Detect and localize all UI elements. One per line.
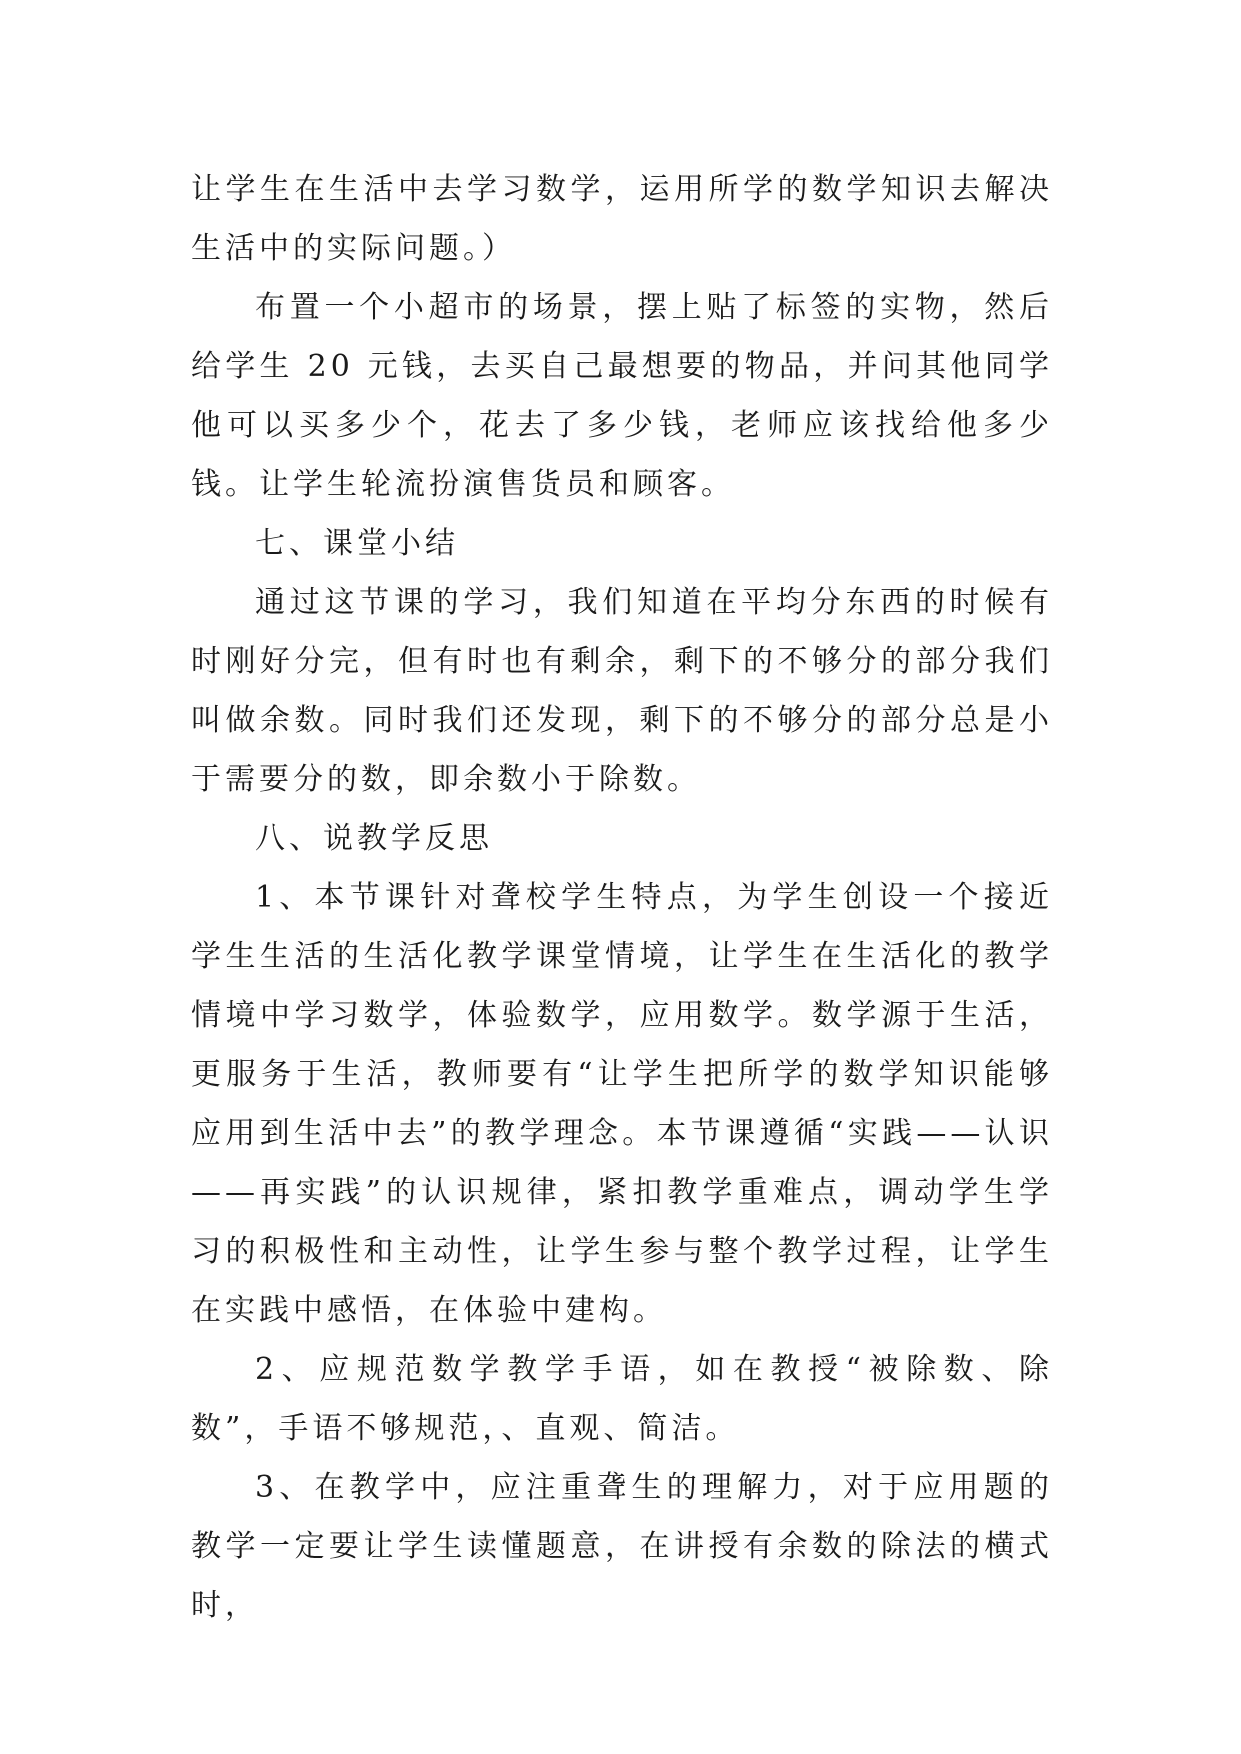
paragraph-reflection-2: 2、应规范数学教学手语，如在教授“被除数、除数”，手语不够规范，、直观、简洁。 xyxy=(191,1352,1053,1446)
paragraph-supermarket-activity: 布置一个小超市的场景，摆上贴了标签的实物，然后给学生 20 元钱，去买自己最想要的物品，并问其他同学他可以买多少个，花去了多少钱，老师应该找给他多少钱。让学生轮流扮演售货员和顾客。 xyxy=(191,290,1053,502)
paragraph-reflection-1: 1、本节课针对聋校学生特点，为学生创设一个接近学生生活的生活化教学课堂情境，让学生在生活化的教学情境中学习数学，体验数学，应用数学。数学源于生活，更服务于生活，教师要有“让学生把所学的数学知识能够应用到生活中去”的教学理念。本节课遵循“实践——认识——再实践”的认识规律，紧扣教学重难点，调动学生学习的积极性和主动性，让学生参与整个教学过程，让学生在实践中感悟，在体验中建构。 xyxy=(191,880,1053,1328)
section-heading-reflection: 八、说教学反思 xyxy=(255,821,493,856)
paragraph-reflection-3: 3、在教学中，应注重聋生的理解力，对于应用题的教学一定要让学生读懂题意，在讲授有余数的除法的横式时， xyxy=(191,1470,1053,1623)
paragraph-summary: 通过这节课的学习，我们知道在平均分东西的时候有时刚好分完，但有时也有剩余，剩下的不够分的部分我们叫做余数。同时我们还发现，剩下的不够分的部分总是小于需要分的数，即余数小于除数。 xyxy=(191,585,1053,797)
document-body xyxy=(191,160,1053,1635)
section-heading-summary: 七、课堂小结 xyxy=(255,526,459,561)
paragraph-continuation: 让学生在生活中去学习数学，运用所学的数学知识去解决生活中的实际问题。） xyxy=(191,172,1053,266)
